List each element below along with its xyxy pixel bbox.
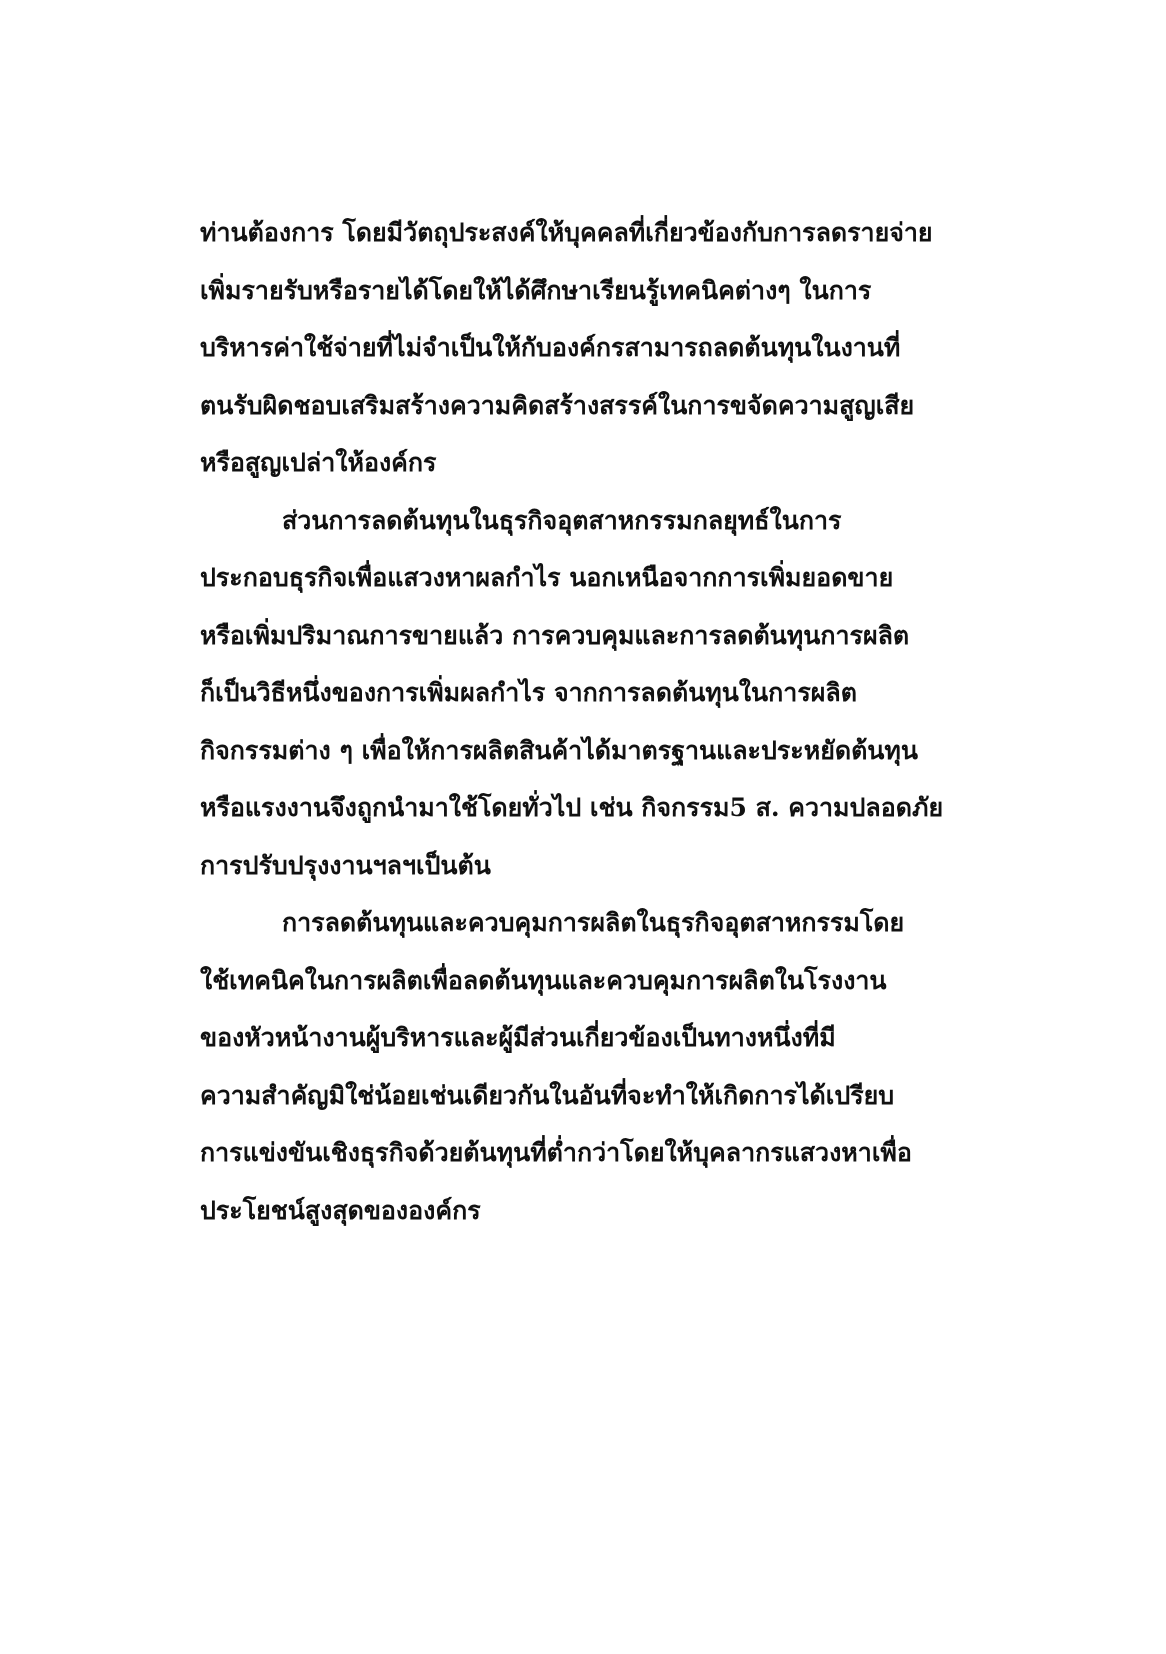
text-line: กิจกรรมต่าง ๆ เพื่อให้การผลิตสินค้าได้มาตรฐานและประหยัดต้นทุน xyxy=(200,735,918,765)
paragraph-first-line: การลดต้นทุนและควบคุมการผลิตในธุรกิจอุตสาหกรรมโดย xyxy=(282,908,905,937)
text-line: ท่านต้องการ โดยมีวัตถุประสงค์ให้บุคคลที่เกี่ยวข้องกับการลดรายจ่าย xyxy=(200,218,933,247)
text-line: ก็เป็นวิธีหนึ่งของการเพิ่มผลกำไร จากการลดต้นทุนในการผลิต xyxy=(200,678,857,707)
text-line: หรือแรงงานจึงถูกนำมาใช้โดยทั่วไป เช่น กิจกรรม5 ส. ความปลอดภัย xyxy=(200,793,944,822)
paragraph-first-line: ส่วนการลดต้นทุนในธุรกิจอุตสาหกรรมกลยุทธ์ในการ xyxy=(282,505,842,535)
text-line: การแข่งขันเชิงธุรกิจด้วยต้นทุนที่ต่ำกว่าโดยให้บุคลากรแสวงหาเพื่อ xyxy=(200,1138,912,1167)
text-line: ตนรับผิดชอบเสริมสร้างความคิดสร้างสรรค์ในการขจัดความสูญเสีย xyxy=(200,390,915,420)
text-line: ของหัวหน้างานผู้บริหารและผู้มีส่วนเกี่ยวข้องเป็นทางหนึ่งที่มี xyxy=(200,1023,836,1052)
text-line: หรือสูญเปล่าให้องค์กร xyxy=(200,448,437,477)
text-line: ประโยชน์สูงสุดขององค์กร xyxy=(200,1195,481,1225)
text-line: ประกอบธุรกิจเพื่อแสวงหาผลกำไร นอกเหนือจากการเพิ่มยอดขาย xyxy=(200,563,894,592)
text-line: เพิ่มรายรับหรือรายได้โดยให้ได้ศึกษาเรียนรู้เทคนิคต่างๆ ในการ xyxy=(200,275,872,305)
text-line: การปรับปรุงงานฯลฯเป็นต้น xyxy=(200,850,491,880)
text-line: บริหารค่าใช้จ่ายที่ไม่จำเป็นให้กับองค์กรสามารถลดต้นทุนในงานที่ xyxy=(200,333,901,362)
text-line: ใช้เทคนิคในการผลิตเพื่อลดต้นทุนและควบคุมการผลิตในโรงงาน xyxy=(200,965,887,995)
text-line: ความสำคัญมิใช่น้อยเช่นเดียวกันในอันที่จะทำให้เกิดการได้เปรียบ xyxy=(200,1080,895,1110)
text-line: หรือเพิ่มปริมาณการขายแล้ว การควบคุมและการลดต้นทุนการผลิต xyxy=(200,620,910,650)
body-text xyxy=(200,204,980,1239)
